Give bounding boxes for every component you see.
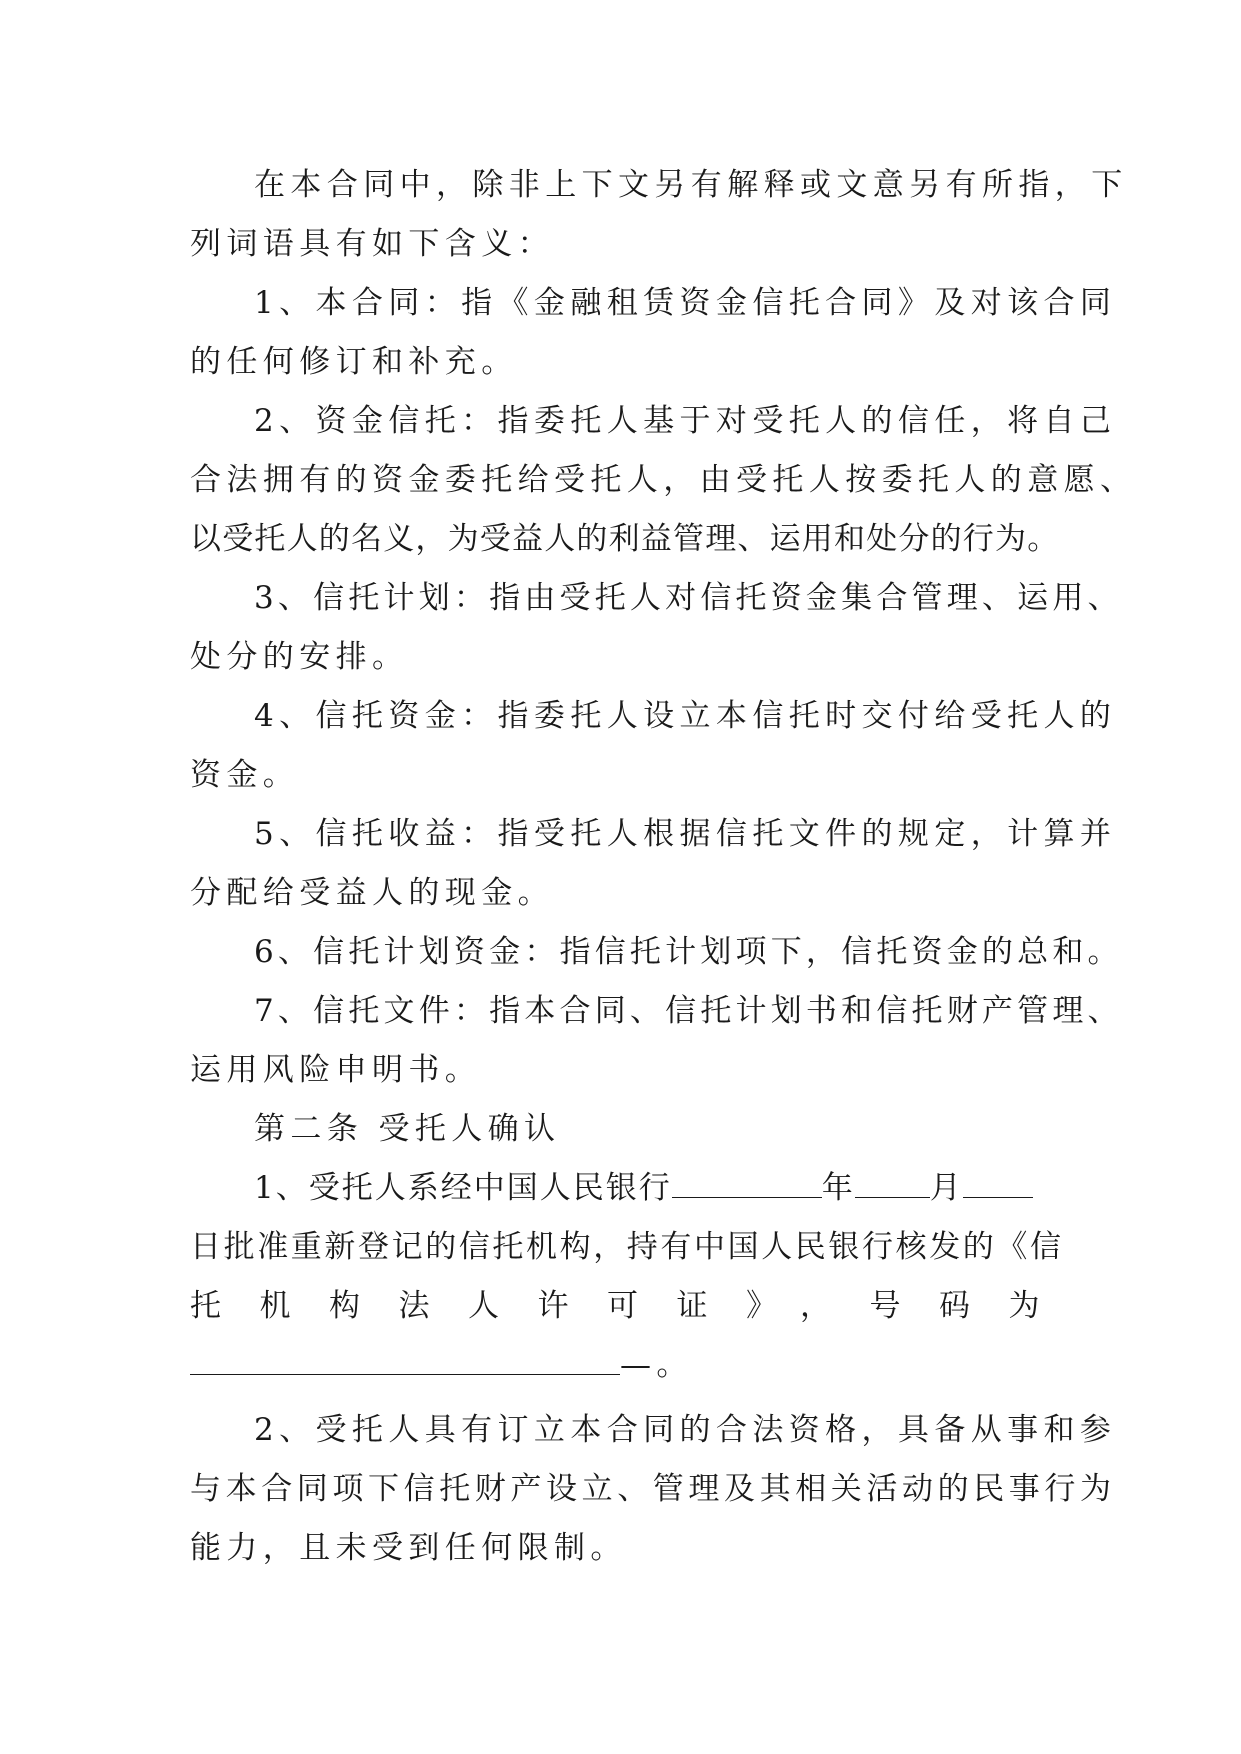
day-blank[interactable] bbox=[963, 1163, 1033, 1198]
definition-7-line-1: 7、信托文件：指本合同、信托计划书和信托财产管理、 bbox=[254, 993, 1123, 1029]
definition-4-line-1: 4、信托资金：指委托人设立本信托时交付给受托人的 bbox=[254, 698, 1117, 734]
clause-2-line-2: 与本合同项下信托财产设立、管理及其相关活动的民事行为 bbox=[190, 1471, 1116, 1507]
license-number-blank[interactable] bbox=[190, 1340, 620, 1375]
year-label: 年 bbox=[821, 1170, 855, 1206]
definition-item bbox=[190, 805, 1117, 923]
month-blank[interactable] bbox=[855, 1163, 930, 1198]
clause-2-line-1: 2、受托人具有订立本合同的合法资格，具备从事和参 bbox=[254, 1412, 1117, 1448]
clause-1-line-1 bbox=[190, 1159, 1050, 1218]
definition-item bbox=[190, 392, 1137, 569]
definition-item bbox=[190, 982, 1123, 1100]
definition-7-line-2: 运用风险申明书。 bbox=[190, 1052, 482, 1088]
definition-5-line-2: 分配给受益人的现金。 bbox=[190, 875, 554, 911]
article-2-clause-1 bbox=[190, 1159, 1078, 1395]
intro-line-2: 列词语具有如下含义： bbox=[190, 226, 554, 262]
clause-1-line-3 bbox=[190, 1277, 1078, 1336]
approval-date-blank[interactable] bbox=[672, 1163, 822, 1198]
definition-6-line-1: 6、信托计划资金：指信托计划项下，信托资金的总和。 bbox=[254, 934, 1123, 970]
definition-item bbox=[190, 687, 1117, 805]
definition-4-line-2: 资金。 bbox=[190, 757, 300, 793]
document-body bbox=[190, 156, 1137, 1578]
clause-2-line-3: 能力，且未受到任何限制。 bbox=[190, 1530, 627, 1566]
clause-1-line-4 bbox=[190, 1336, 1050, 1395]
definition-item bbox=[190, 923, 1123, 982]
month-label: 月 bbox=[929, 1170, 963, 1206]
intro-paragraph bbox=[190, 156, 1128, 274]
definition-1-line-1: 1、本合同：指《金融租赁资金信托合同》及对该合同 bbox=[254, 285, 1117, 321]
article-2-heading: 第二条 受托人确认 bbox=[254, 1111, 561, 1147]
definition-item bbox=[190, 569, 1123, 687]
definition-1-line-2: 的任何修订和补充。 bbox=[190, 344, 518, 380]
definition-3-line-2: 处分的安排。 bbox=[190, 639, 409, 675]
article-2-clause-2 bbox=[190, 1401, 1117, 1578]
clause-1-prefix: 1、受托人系经中国人民银行 bbox=[254, 1170, 672, 1206]
definition-2-line-2: 合法拥有的资金委托给受托人，由受托人按委托人的意愿、 bbox=[190, 462, 1137, 498]
clause-1-line-2: 日批准重新登记的信托机构，持有中国人民银行核发的《信 bbox=[190, 1229, 1064, 1265]
definition-5-line-1: 5、信托收益：指受托人根据信托文件的规定，计算并 bbox=[254, 816, 1117, 852]
clause-1-line-3-text: 托机构法人许可证》，号码为 bbox=[190, 1288, 1078, 1324]
definition-item bbox=[190, 274, 1117, 392]
definition-2-line-1: 2、资金信托：指委托人基于对受托人的信任，将自己 bbox=[254, 403, 1117, 439]
definition-3-line-1: 3、信托计划：指由受托人对信托资金集合管理、运用、 bbox=[254, 580, 1123, 616]
definition-2-line-3: 以受托人的名义，为受益人的利益管理、运用和处分的行为。 bbox=[190, 521, 1060, 557]
intro-line-1: 在本合同中，除非上下文另有解释或文意另有所指，下 bbox=[254, 167, 1128, 203]
clause-1-line-4-suffix: —。 bbox=[620, 1347, 693, 1383]
